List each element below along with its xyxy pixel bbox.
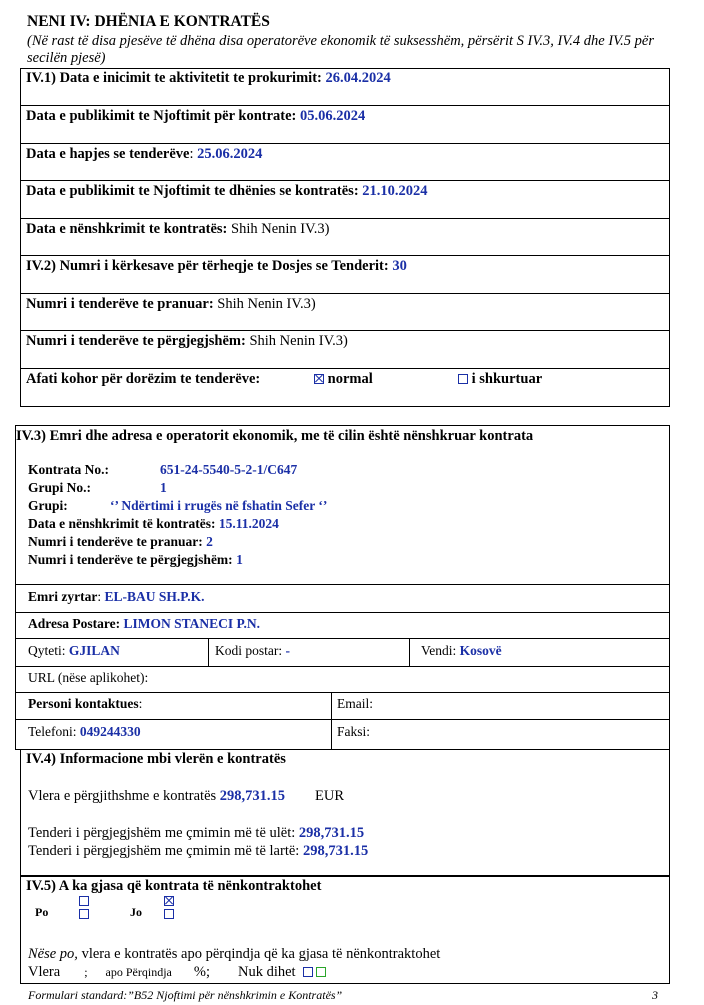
checked-checkbox-icon[interactable] — [314, 374, 324, 384]
iv2-row-accepted: Numri i tenderëve te pranuar: Shih Nenin IV.3) — [26, 296, 316, 312]
deadline-label: Afati kohor për dorëzim te tenderëve: — [26, 371, 261, 387]
yes-checkboxes[interactable] — [79, 896, 89, 919]
page-number: 3 — [652, 988, 658, 1002]
iv3-title: IV.3) Emri dhe adresa e operatorit ekonomik, me të cilin është nënshkruar kontrata — [16, 428, 534, 444]
checked-checkbox-icon[interactable] — [164, 896, 174, 906]
deadline-short-option[interactable]: i shkurtuar — [458, 371, 542, 388]
section-title: NENI IV: DHËNIA E KONTRATËS — [27, 13, 270, 30]
iv1-row-initiation: IV.1) Data e inicimit te aktivitetit te prokurimit: 26.04.2024 — [26, 70, 391, 86]
iv5-title: IV.5) A ka gjasa që kontrata të nënkontraktohet — [26, 878, 322, 894]
iv1-row-signing-date: Data e nënshkrimit te kontratës: Shih Nenin IV.3) — [26, 221, 330, 237]
unchecked-checkbox-icon[interactable] — [79, 909, 89, 919]
unchecked-checkbox-icon[interactable] — [164, 909, 174, 919]
unchecked-checkbox-icon[interactable] — [79, 896, 89, 906]
iv4-title: IV.4) Informacione mbi vlerën e kontratës — [26, 751, 286, 767]
iv1-row-tender-opening: Data e hapjes se tenderëve: 25.06.2024 — [26, 146, 263, 162]
city: Qyteti: GJILAN — [28, 643, 120, 658]
email-label: Email: — [337, 696, 373, 711]
highest-price-tender: Tenderi i përgjegjshëm me çmimin më të lartë: 298,731.15 — [28, 843, 369, 859]
postcode: Kodi postar: - — [215, 643, 290, 658]
no-label: Jo — [130, 905, 142, 919]
phone: Telefoni: 049244330 — [28, 724, 141, 739]
lowest-price-tender: Tenderi i përgjegjshëm me çmimin më të ulët: 298,731.15 — [28, 825, 365, 841]
deadline-normal-option[interactable]: normal — [314, 371, 373, 388]
footer-form-name: Formulari standard:”B52 Njoftimi për nënshkrimin e Kontratës” — [28, 988, 343, 1002]
iv2-row-withdrawals: IV.2) Numri i kërkesave për tërheqje te Dosjes se Tenderit: 30 — [26, 258, 407, 274]
fax-label: Faksi: — [337, 724, 371, 739]
official-name: Emri zyrtar: EL-BAU SH.P.K. — [28, 589, 205, 604]
unchecked-checkbox-icon[interactable] — [303, 967, 313, 977]
section-note: (Në rast të disa pjesëve të dhëna disa operatorëve ekonomik të suksesshëm, përsërit S IV.3, IV.4 dhe IV.5 për secilën pjesë) — [27, 33, 654, 66]
unchecked-checkbox-icon[interactable] — [316, 967, 326, 977]
subcontract-value-row: Vlera ; apo Përqindja %; Nuk dihet — [28, 964, 326, 981]
iv1-row-award-publication: Data e publikimit te Njoftimit te dhënies se kontratës: 21.10.2024 — [26, 183, 428, 199]
unchecked-checkbox-icon[interactable] — [458, 374, 468, 384]
postal-address: Adresa Postare: LIMON STANECI P.N. — [28, 616, 261, 631]
subcontract-question: Nëse po, vlera e kontratës apo përqindja që ka gjasa të nënkontraktohet — [28, 946, 441, 962]
contact-person: Personi kontaktues: — [28, 696, 143, 711]
contract-total-value: Vlera e përgjithshme e kontratës 298,731.15 EUR — [28, 788, 345, 804]
country: Vendi: Kosovë — [421, 643, 502, 658]
no-checkboxes[interactable] — [164, 896, 174, 919]
url-label: URL (nëse aplikohet): — [28, 670, 149, 685]
iv2-row-responsive: Numri i tenderëve te përgjegjshëm: Shih Nenin IV.3) — [26, 333, 348, 349]
yes-label: Po — [35, 905, 49, 919]
iv3-contract-details: Kontrata No.: 651-24-5540-5-2-1/C647 Grupi No.: 1 Grupi: ‘’ Ndërtimi i rrugës në fshatin Sefer ‘’ Data e nënshkrimit të kontratës: 15.11.2024 Numri i tenderëve te pranuar: 2 Numri i tenderëve te përgjegjshëm: 1 — [28, 462, 328, 567]
iv1-row-notice-publication: Data e publikimit te Njoftimit për kontrate: 05.06.2024 — [26, 108, 366, 124]
